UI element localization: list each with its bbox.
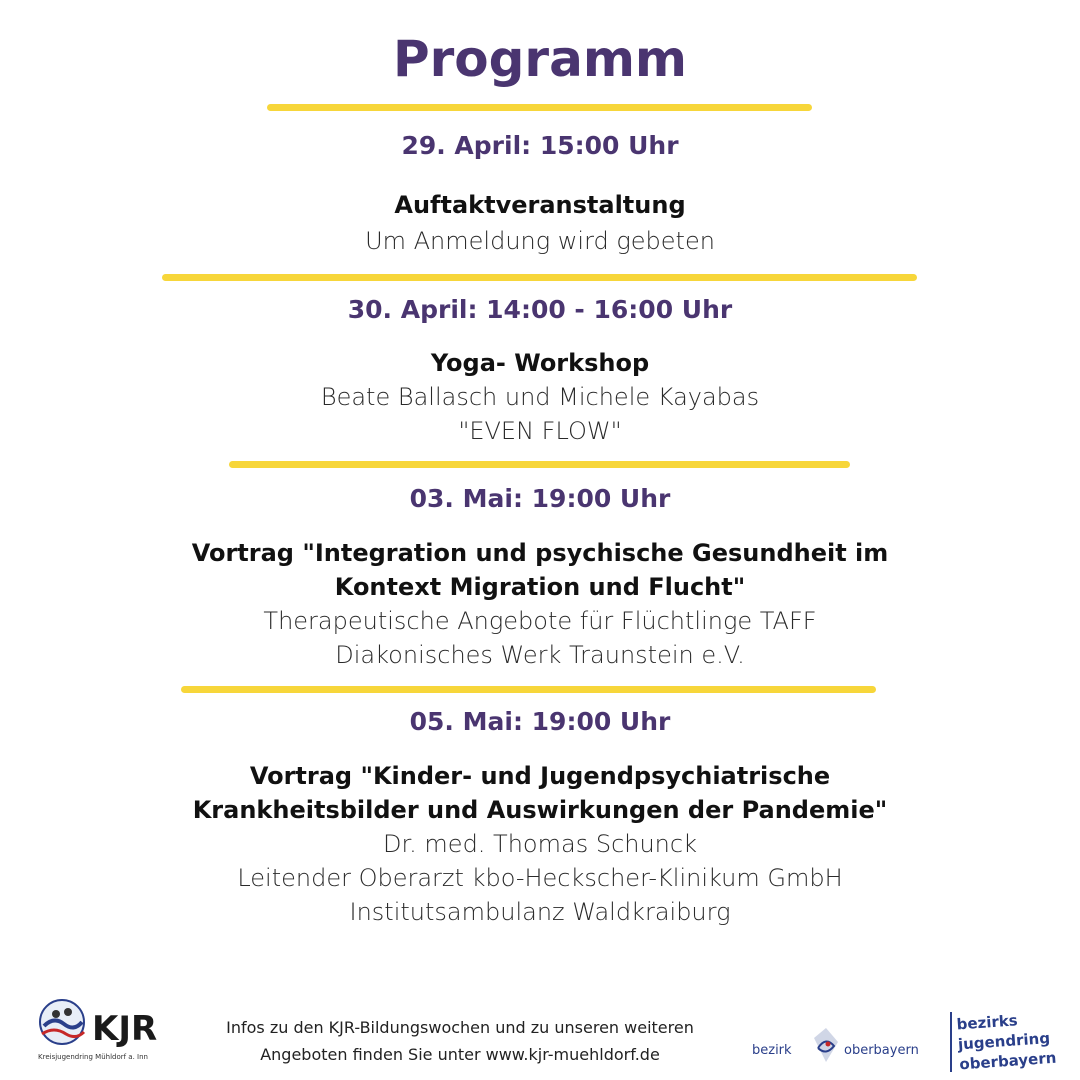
bezirk-oberbayern-logo	[752, 1018, 932, 1074]
page-title: Programm	[392, 30, 688, 88]
event-detail-4c: Institutsambulanz Waldkraiburg	[349, 898, 731, 926]
event-detail-2a: Beate Ballasch und Michele Kayabas	[320, 383, 760, 411]
divider-top	[267, 104, 812, 111]
event-detail-2b: "EVEN FLOW"	[458, 417, 622, 445]
event-block-2	[0, 346, 1080, 448]
svg-text:bezirks: bezirks	[956, 1011, 1019, 1034]
divider-2	[229, 461, 850, 468]
svg-text:KJR: KJR	[92, 1009, 158, 1049]
event-detail-1: Um Anmeldung wird gebeten	[365, 227, 715, 255]
bezirksjugendring-logo	[948, 1008, 1073, 1076]
event-title-3b: Kontext Migration und Flucht"	[334, 573, 746, 601]
svg-text:jugendring: jugendring	[957, 1029, 1051, 1054]
event-date-1: 29. April: 15:00 Uhr	[401, 131, 679, 160]
event-title-1: Auftaktveranstaltung	[394, 191, 686, 219]
svg-text:bezirk: bezirk	[752, 1043, 792, 1058]
event-title-4a: Vortrag "Kinder- und Jugendpsychiatrische	[249, 762, 831, 790]
event-block-3	[0, 536, 1080, 672]
event-detail-3a: Therapeutische Angebote für Flüchtlinge TAFF	[263, 607, 817, 635]
event-block-4	[0, 759, 1080, 929]
divider-1	[162, 274, 917, 281]
kjr-logo	[36, 994, 176, 1064]
footer-info	[200, 1014, 720, 1068]
event-title-3a: Vortrag "Integration und psychische Gesundheit im	[191, 539, 889, 567]
event-detail-3b: Diakonisches Werk Traunstein e.V.	[335, 641, 745, 669]
footer-line-2: Angeboten finden Sie unter www.kjr-muehldorf.de	[260, 1045, 660, 1064]
divider-3	[181, 686, 876, 693]
footer-line-1: Infos zu den KJR-Bildungswochen und zu unseren weiteren	[226, 1018, 694, 1037]
event-date-3: 03. Mai: 19:00 Uhr	[409, 484, 671, 513]
event-title-4b: Krankheitsbilder und Auswirkungen der Pandemie"	[192, 796, 888, 824]
event-title-2: Yoga- Workshop	[430, 349, 650, 377]
svg-text:oberbayern: oberbayern	[844, 1043, 919, 1058]
event-date-4: 05. Mai: 19:00 Uhr	[409, 707, 671, 736]
event-date-2: 30. April: 14:00 - 16:00 Uhr	[347, 295, 733, 324]
svg-text:Kreisjugendring Mühldorf a. In: Kreisjugendring Mühldorf a. Inn	[38, 1053, 148, 1061]
event-block-1	[0, 188, 1080, 258]
event-detail-4a: Dr. med. Thomas Schunck	[383, 830, 697, 858]
svg-text:oberbayern: oberbayern	[958, 1048, 1057, 1074]
event-detail-4b: Leitender Oberarzt kbo-Heckscher-Klinikum GmbH	[237, 864, 843, 892]
